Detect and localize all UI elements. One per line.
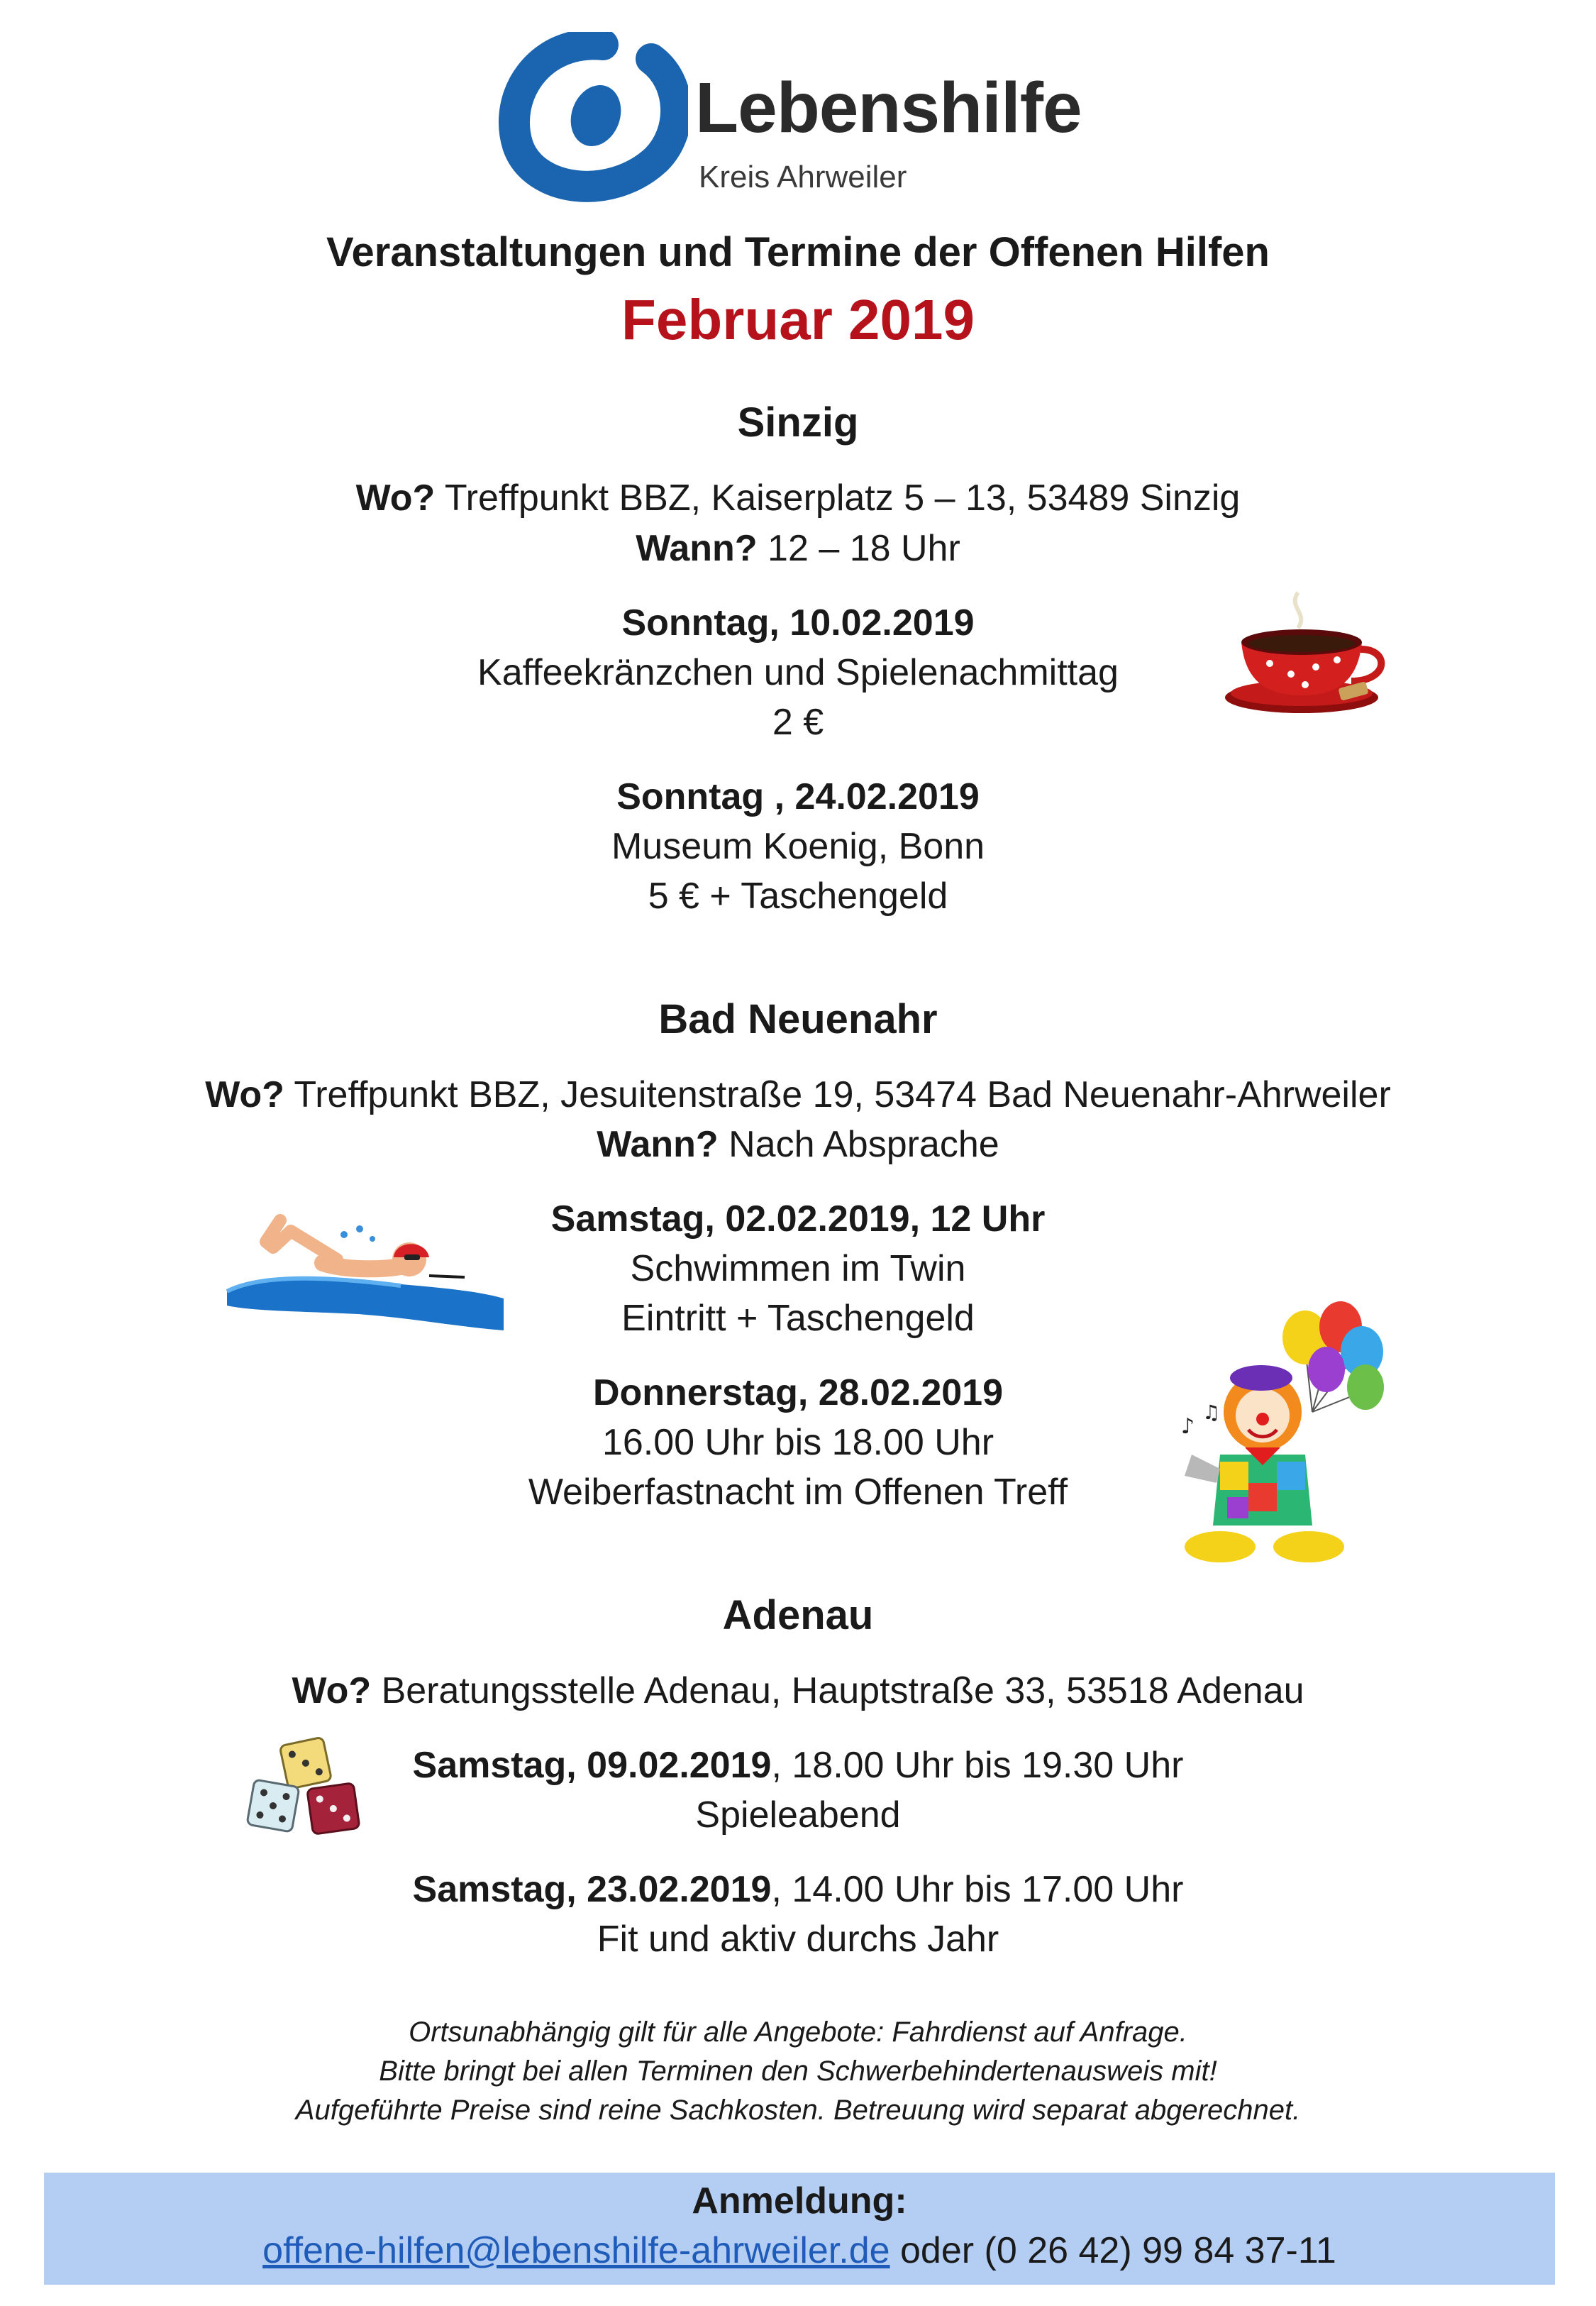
phone-number: (0 26 42) 99 84 37-11 bbox=[984, 2230, 1336, 2271]
where-label: Wo? bbox=[355, 478, 436, 519]
dice-icon bbox=[245, 1735, 369, 1841]
month-title: Februar 2019 bbox=[621, 288, 975, 351]
event-price: 2 € bbox=[772, 702, 824, 743]
sinzig-when bbox=[0, 527, 1596, 570]
event-desc: Museum Koenig, Bonn bbox=[611, 826, 985, 867]
event-desc: Schwimmen im Twin bbox=[630, 1248, 966, 1289]
note-line: Aufgeführte Preise sind reine Sachkosten. Betreuung wird separat abgerechnet. bbox=[295, 2095, 1301, 2126]
event-date: Samstag, 23.02.2019 bbox=[412, 1869, 772, 1910]
registration-label: Anmeldung: bbox=[692, 2180, 907, 2222]
lebenshilfe-logo bbox=[497, 32, 1107, 202]
event-desc: Spieleabend bbox=[695, 1794, 901, 1836]
event-date: Sonntag , 24.02.2019 bbox=[616, 776, 980, 817]
swimmer-icon bbox=[223, 1192, 507, 1334]
event-desc: Weiberfastnacht im Offenen Treff bbox=[528, 1472, 1068, 1513]
svg-text:♫: ♫ bbox=[1202, 1401, 1221, 1424]
event-desc: Kaffeekränzchen und Spielenachmittag bbox=[477, 652, 1119, 693]
email-link[interactable]: offene-hilfen@lebenshilfe-ahrweiler.de bbox=[262, 2230, 890, 2271]
where-text: Treffpunkt BBZ, Kaiserplatz 5 – 13, 53489 Sinzig bbox=[435, 478, 1241, 519]
event-time: , 18.00 Uhr bis 19.30 Uhr bbox=[771, 1745, 1184, 1786]
note-line: Bitte bringt bei allen Terminen den Schwerbehindertenausweis mit! bbox=[379, 2056, 1217, 2087]
event-price: 5 € + Taschengeld bbox=[648, 876, 948, 917]
adenau-where bbox=[0, 1670, 1596, 1712]
when-label: Wann? bbox=[636, 528, 758, 569]
or-text: oder bbox=[890, 2230, 985, 2271]
registration-box bbox=[44, 2173, 1555, 2285]
logo-name: Lebenshilfe bbox=[695, 68, 1082, 148]
event-time: 16.00 Uhr bis 18.00 Uhr bbox=[602, 1422, 994, 1463]
city-bad-neuenahr: Bad Neuenahr bbox=[658, 996, 938, 1042]
registration-contact bbox=[44, 2229, 1555, 2272]
event-date-time bbox=[0, 1744, 1596, 1787]
event-date: Samstag, 02.02.2019, 12 Uhr bbox=[550, 1198, 1046, 1240]
badneuenahr-where bbox=[0, 1074, 1596, 1116]
event-date: Sonntag, 10.02.2019 bbox=[621, 602, 975, 644]
where-label: Wo? bbox=[205, 1074, 284, 1115]
event-price: Eintritt + Taschengeld bbox=[621, 1298, 975, 1339]
event-date: Samstag, 09.02.2019 bbox=[412, 1745, 772, 1786]
coffee-cup-icon bbox=[1220, 578, 1390, 720]
logo-subtitle: Kreis Ahrweiler bbox=[699, 160, 907, 194]
clown-icon bbox=[1177, 1298, 1390, 1568]
svg-text:♪: ♪ bbox=[1181, 1414, 1195, 1439]
sinzig-where bbox=[0, 477, 1596, 519]
where-text: Treffpunkt BBZ, Jesuitenstraße 19, 53474 Bad Neuenahr-Ahrweiler bbox=[284, 1074, 1391, 1115]
event-date-time bbox=[0, 1868, 1596, 1911]
city-adenau: Adenau bbox=[722, 1592, 874, 1638]
event-desc: Fit und aktiv durchs Jahr bbox=[597, 1919, 999, 1960]
event-time: , 14.00 Uhr bis 17.00 Uhr bbox=[771, 1869, 1184, 1910]
page-title: Veranstaltungen und Termine der Offenen Hilfen bbox=[326, 229, 1270, 275]
badneuenahr-when bbox=[0, 1123, 1596, 1166]
note-line: Ortsunabhängig gilt für alle Angebote: Fahrdienst auf Anfrage. bbox=[409, 2017, 1187, 2048]
where-text: Beratungsstelle Adenau, Hauptstraße 33, 53518 Adenau bbox=[371, 1670, 1304, 1711]
when-text: 12 – 18 Uhr bbox=[757, 528, 960, 569]
when-text: Nach Absprache bbox=[718, 1124, 999, 1165]
when-label: Wann? bbox=[597, 1124, 719, 1165]
lebenshilfe-logo-icon bbox=[497, 32, 688, 202]
event-date: Donnerstag, 28.02.2019 bbox=[592, 1372, 1004, 1413]
where-label: Wo? bbox=[292, 1670, 372, 1711]
city-sinzig: Sinzig bbox=[737, 399, 859, 446]
